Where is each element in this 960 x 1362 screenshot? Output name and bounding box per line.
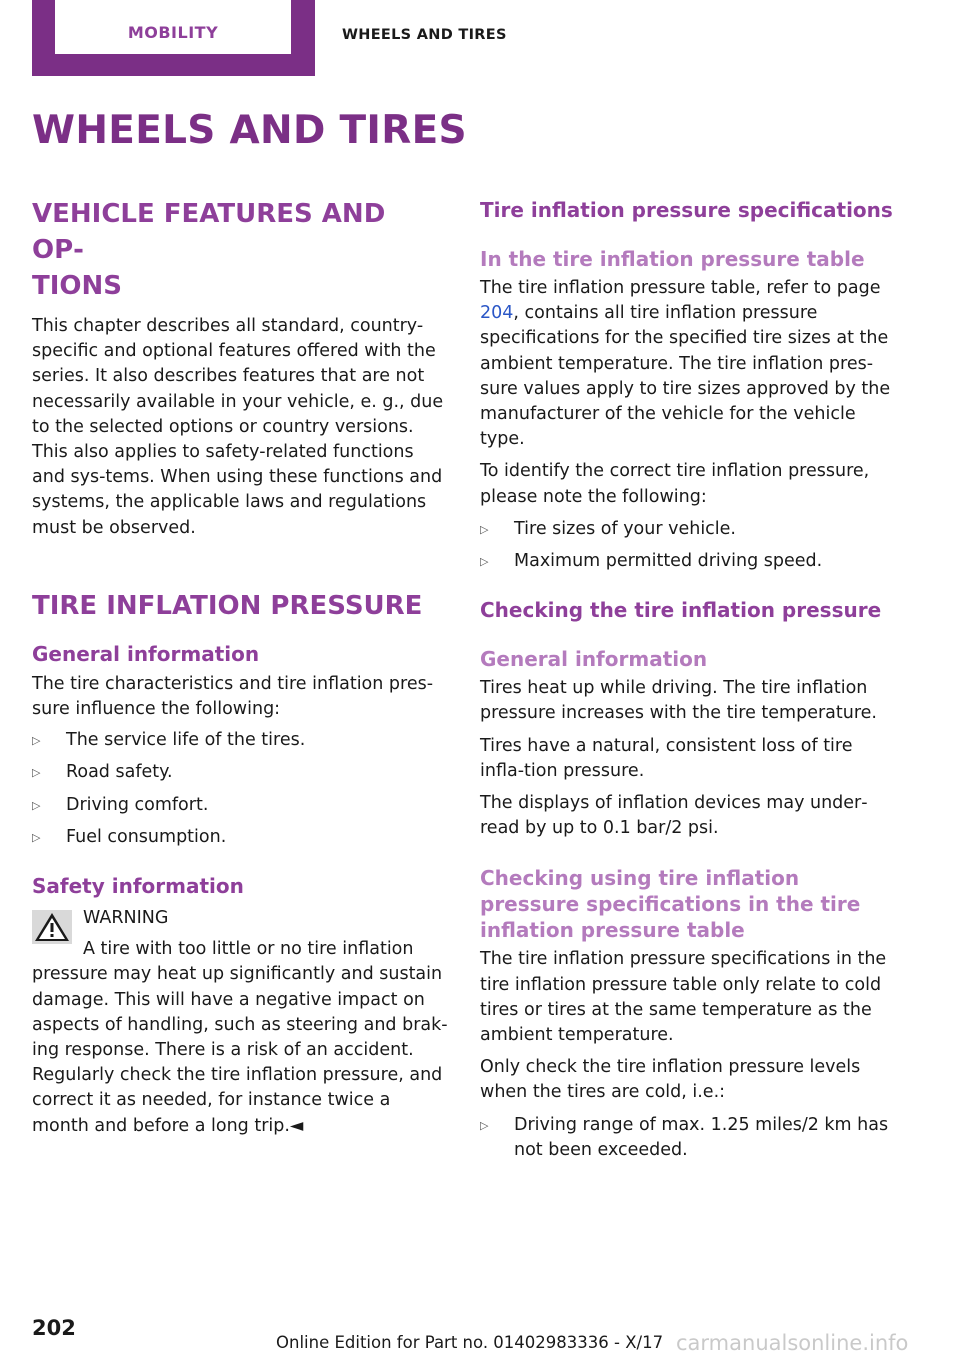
left-column <box>32 196 448 1139</box>
triangle-bullet-icon: ▷ <box>32 830 41 844</box>
heading-checking-general: General information <box>480 647 708 672</box>
heading-checking-pressure: Checking the tire inflation pressure <box>480 598 882 623</box>
triangle-bullet-icon: ▷ <box>480 1118 489 1132</box>
checking-general-p2: Tires have a natural, consistent loss of tire infla‐tion pressure. <box>480 735 853 781</box>
page-link[interactable]: 204 <box>480 303 514 324</box>
using-table-list <box>480 1113 894 1163</box>
list-item: ▷ The service life of the tires. <box>32 728 448 753</box>
triangle-bullet-icon: ▷ <box>480 555 489 569</box>
watermark: carmanualsonline.info <box>676 1331 909 1355</box>
warning-text: pressure may heat up significantly and sustain damage. This will have a negative impact on aspects of handling, such as steering and brak‐ing response. There is a risk of an accident. Regularly check the tire inflation pressure, and correct it as needed, for instance twice a month and before a long trip.◄ <box>32 964 448 1136</box>
checking-general-p1: Tires heat up while driving. The tire inflation pressure increases with the tire temperature. <box>480 678 877 724</box>
heading-in-the-table: In the tire inflation pressure table <box>480 247 865 271</box>
heading-vehicle-features: VEHICLE FEATURES AND OP‐ TIONS <box>32 199 386 301</box>
page-number: 202 <box>32 1316 76 1340</box>
table-body: The tire inflation pressure table, refer to page 204, contains all tire inflation pressure specifications for the specified tire sizes at the ambient temperature. The tire inflation pres‐sure values apply to tire sizes approved by the manufacturer of the vehicle for the vehicle type. <box>480 278 891 450</box>
warning-triangle-icon <box>32 910 72 944</box>
page-title: WHEELS AND TIRES <box>32 108 467 153</box>
list-item: ▷ Tire sizes of your vehicle. <box>480 517 894 542</box>
vehicle-features-body: This chapter describes all standard, country-specific and optional features offered with the series. It also describes features that are not necessarily available in your vehicle, e. g., due to the selected options or country versions. This also applies to safety-related functions and sys‐tems. When using these functions and systems, the applicable laws and regulations must be observed. <box>32 316 444 538</box>
heading-safety-information: Safety information <box>32 874 244 899</box>
right-column <box>480 196 894 1163</box>
list-item: ▷ Road safety. <box>32 760 448 785</box>
warning-label: WARNING <box>83 908 169 929</box>
triangle-bullet-icon: ▷ <box>32 734 41 748</box>
checking-general-p3: The displays of inflation devices may under‐read by up to 0.1 bar/2 psi. <box>480 793 868 839</box>
list-item: ▷ Maximum permitted driving speed. <box>480 549 894 574</box>
warning-first-line: A tire with too little or no tire inflation <box>83 939 414 960</box>
chapter-tab-label: MOBILITY <box>127 23 219 42</box>
running-header: WHEELS AND TIRES <box>342 27 507 43</box>
warning-box <box>32 906 448 962</box>
using-table-p2: Only check the tire inflation pressure levels when the tires are cold, i.e.: <box>480 1057 861 1103</box>
edition-note: Online Edition for Part no. 01402983336 - X/17 <box>276 1333 664 1352</box>
heading-checking-using-table: Checking using tire inflation pressure specifications in the tire inflation pressure table <box>480 866 861 943</box>
chapter-tab-box <box>55 0 291 54</box>
heading-general-information: General information <box>32 641 260 666</box>
table-note: To identify the correct tire inflation pressure, please note the following: <box>480 461 870 507</box>
using-table-p1: The tire inflation pressure specifications in the tire inflation pressure table only relate to cold tires or tires at the same temperature as the ambient temperature. <box>480 949 887 1046</box>
general-information-list <box>32 728 448 850</box>
list-item: ▷ Driving comfort. <box>32 793 448 818</box>
list-item: ▷ Driving range of max. 1.25 miles/2 km has not been exceeded. <box>480 1114 889 1160</box>
specs-list <box>480 517 894 574</box>
triangle-bullet-icon: ▷ <box>480 522 489 536</box>
triangle-bullet-icon: ▷ <box>32 798 41 812</box>
heading-specifications: Tire inflation pressure specifications <box>480 198 893 222</box>
list-item: ▷ Fuel consumption. <box>32 825 448 850</box>
general-information-body: The tire characteristics and tire inflation pres‐sure influence the following: <box>32 673 434 720</box>
triangle-bullet-icon: ▷ <box>32 766 41 780</box>
heading-tire-inflation-pressure: TIRE INFLATION PRESSURE <box>32 590 423 621</box>
